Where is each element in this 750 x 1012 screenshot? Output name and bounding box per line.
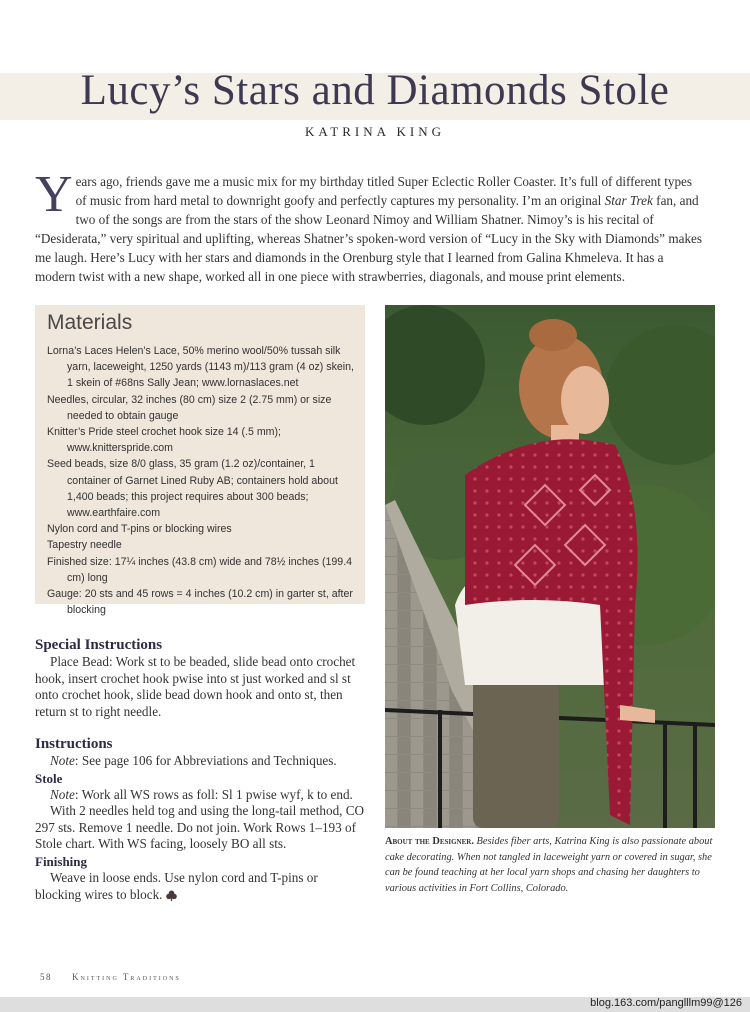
special-heading: Special Instructions [35,637,163,653]
instructions-section [35,735,365,903]
intro-italic: Star Trek [604,193,653,208]
publication-name: Knitting Traditions [72,972,181,982]
instructions-note [35,753,365,770]
intro-text: ears ago, friends gave me a music mix for my birthday titled Super Eclectic Roller Coaster. It’s full of different types of music from hard metal to downright goofy and perfectly captures my personality. I’m an original [75,174,693,208]
list-item: Seed beads, size 8/0 glass, 35 gram (1.2 oz)/container, 1 container of Garnet Lined Ruby AB; containers hold about 1,400 beads; this project requires about 300 beads; www.earthfaire.com [47,458,338,520]
list-item: Tapestry needle [47,539,122,552]
instructions-heading: Instructions [35,736,113,752]
list-item: Gauge: 20 sts and 45 rows = 4 inches (10.2 cm) in garter st, after blocking [47,588,353,617]
stole-note-label: Note [50,786,75,802]
special-instructions [35,636,365,720]
finishing-text: Weave in loose ends. Use nylon cord and T-pins or blocking wires to block. [35,869,318,902]
note-text: : See page 106 for Abbreviations and Techniques. [74,753,337,768]
caption-body: Besides fiber arts, Katrina King is also passionate about cake decorating. When not tangled in laceweight yarn or covered in sugar, she can be found teaching at her local yarn shops and chasing her daughters to various activities in Fort Collins, Colorado. [385,836,713,894]
stole-note-text: : Work all WS rows as foll: Sl 1 pwise wyf, k to end. [74,786,353,802]
materials-heading: Materials [47,311,133,334]
list-item: Nylon cord and T-pins or blocking wires [47,523,232,536]
page-number: 58 [40,972,52,982]
drop-cap: Y [35,166,73,223]
stole-text: With 2 needles held tog and using the long-tail method, CO 297 sts. Remove 1 needle. Do not join. Work Rows 1–193 of Stole chart. With WS facing, loosely BO all sts. [35,803,365,852]
stole-note [35,787,365,804]
list-item: Needles, circular, 32 inches (80 cm) size 2 (2.75 mm) or size needed to obtain gauge [47,393,332,422]
caption-heading: About the Designer. [385,836,474,847]
page-footer [40,972,181,982]
watermark-bar [0,997,750,1012]
intro-paragraph [35,166,703,286]
materials-list [47,343,359,618]
note-label: Note [50,753,75,768]
materials-box [35,305,365,617]
author-byline: KATRINA KING [304,124,446,139]
end-mark-icon [166,890,177,901]
list-item: Knitter’s Pride steel crochet hook size 14 (.5 mm); www.knitterspride.com [47,426,281,455]
photo-illustration [385,305,715,828]
list-item: Finished size: 17¼ inches (43.8 cm) wide and 78½ inches (199.4 cm) long [47,555,353,584]
stole-photo [385,305,715,828]
intro-text-2: fan, and two of the songs are from the stars of the show Leonard Nimoy and William Shatner. Nimoy’s is his recital of “Desiderata,” very spiritual and uplifting, whereas Shatner’s spoken-word version of “Lucy in the Sky with Diamonds” makes me laugh. Here’s Lucy with her stars and diamonds in the Orenburg style that I learned from Galina Khmeleva. It has a modern twist with a new shape, worked all in one piece with strawberries, diagonals, and mouse print elements. [35,193,703,284]
list-item: Lorna’s Laces Helen’s Lace, 50% merino wool/50% tussah silk yarn, laceweight, 1250 yards (1143 m)/113 gram (4 oz) skein, 1 skein of #68ns Sally Jean; www.lornaslaces.net [47,345,354,390]
finishing-heading: Finishing [35,853,88,869]
watermark-text: blog.163.com/panglllm99@126 [590,997,742,1009]
special-text: Place Bead: Work st to be beaded, slide bead onto crochet hook, insert crochet hook pwise into st just worked and sl st onto crochet hook, slide bead down hook and onto st, then return st to right needle. [35,654,356,719]
finishing-paragraph [35,870,365,903]
designer-caption [385,834,717,896]
page-title: Lucy’s Stars and Diamonds Stole [80,67,670,114]
stole-heading: Stole [35,770,63,786]
